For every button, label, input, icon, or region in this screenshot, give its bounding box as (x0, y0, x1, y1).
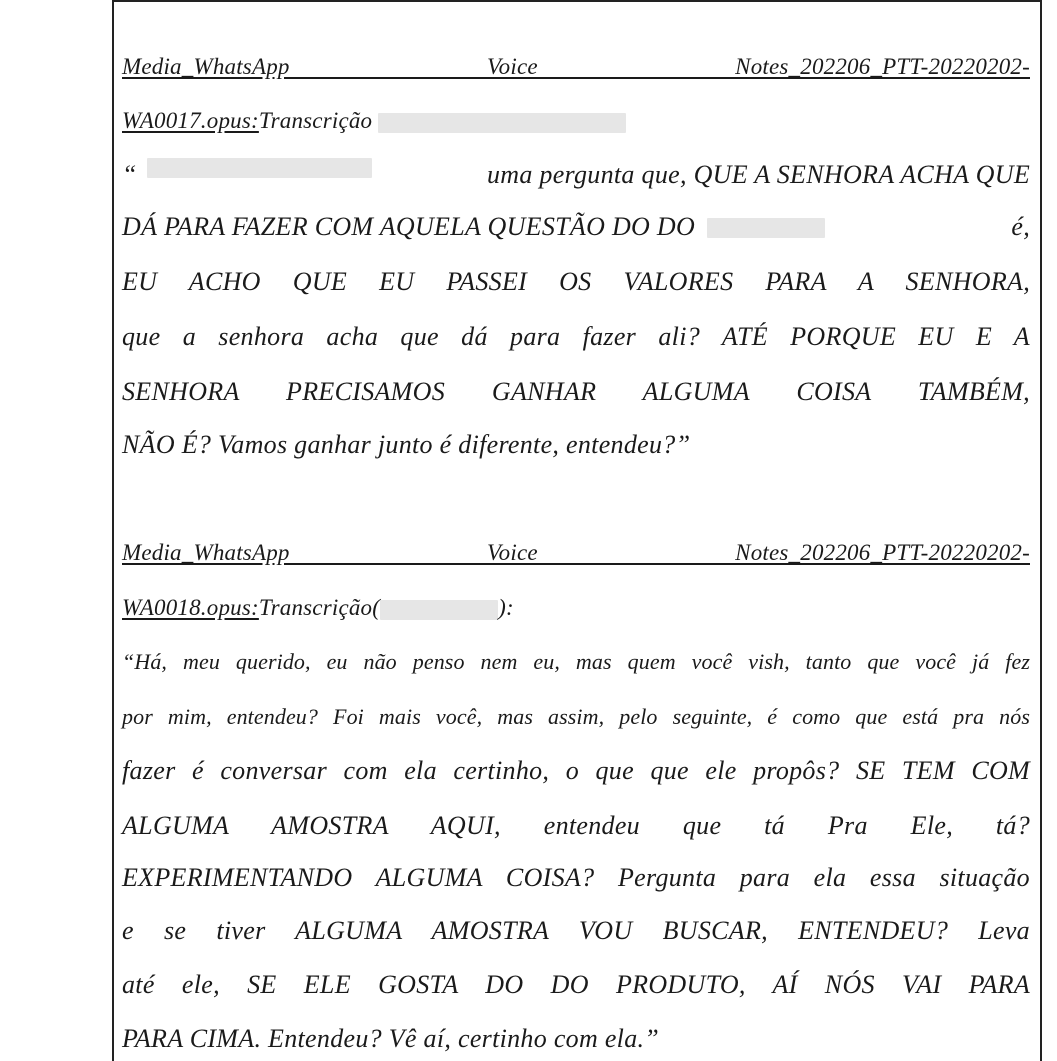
table-left-border (112, 0, 114, 1061)
open-quote: “ (122, 160, 137, 189)
transcription-label: Transcrição( (258, 595, 381, 620)
file-name: WA0017.opus: (122, 108, 259, 133)
file-name: WA0018.opus: (122, 595, 259, 620)
redacted-name (707, 218, 825, 238)
file-header-line1: Media_WhatsApp Voice Notes_202206_PTT-20220202- (122, 54, 1030, 79)
transcript-line: EU ACHO QUE EU PASSEI OS VALORES PARA A SENHORA, (122, 267, 1030, 296)
file-header-line2 (122, 104, 1030, 138)
file-header-line2 (122, 591, 1030, 625)
redacted-name (380, 600, 498, 620)
transcript-line: EXPERIMENTANDO ALGUMA COISA? Pergunta para ela essa situação (122, 863, 1030, 892)
table-right-border (1040, 0, 1042, 1061)
transcript-line: que a senhora acha que dá para fazer ali? ATÉ PORQUE EU E A (122, 322, 1030, 351)
transcript-line: e se tiver ALGUMA AMOSTRA VOU BUSCAR, ENTENDEU? Leva (122, 916, 1030, 945)
transcript-line (122, 158, 1030, 192)
transcript-line: por mim, entendeu? Foi mais você, mas assim, pelo seguinte, é como que está pra nós (122, 704, 1030, 729)
table-top-border (112, 0, 1042, 2)
transcript-text: DÁ PARA FAZER COM AQUELA QUESTÃO DO DO (122, 212, 696, 241)
transcript-line: ALGUMA AMOSTRA AQUI, entendeu que tá Pra Ele, tá? (122, 811, 1030, 840)
transcript-line (122, 210, 1030, 244)
transcript-text: uma pergunta que, QUE A SENHORA ACHA QUE (486, 160, 1030, 189)
transcript-line: fazer é conversar com ela certinho, o que que ele propôs? SE TEM COM (122, 756, 1030, 785)
transcript-line: “Há, meu querido, eu não penso nem eu, mas quem você vish, tanto que você já fez (122, 649, 1030, 674)
transcription-label: Transcrição (258, 108, 373, 133)
file-header-line1: Media_WhatsApp Voice Notes_202206_PTT-20220202- (122, 540, 1030, 565)
transcript-line: até ele, SE ELE GOSTA DO DO PRODUTO, AÍ NÓS VAI PARA (122, 970, 1030, 999)
transcript-line: NÃO É? Vamos ganhar junto é diferente, entendeu?” (122, 430, 691, 459)
transcription-suffix: ): (498, 595, 514, 620)
transcript-line: PARA CIMA. Entendeu? Vê aí, certinho com ela.” (122, 1024, 660, 1053)
transcript-line: SENHORA PRECISAMOS GANHAR ALGUMA COISA TAMBÉM, (122, 377, 1030, 406)
redacted-name (378, 113, 626, 133)
redacted-name (147, 158, 372, 178)
transcript-text: é, (1011, 212, 1030, 241)
